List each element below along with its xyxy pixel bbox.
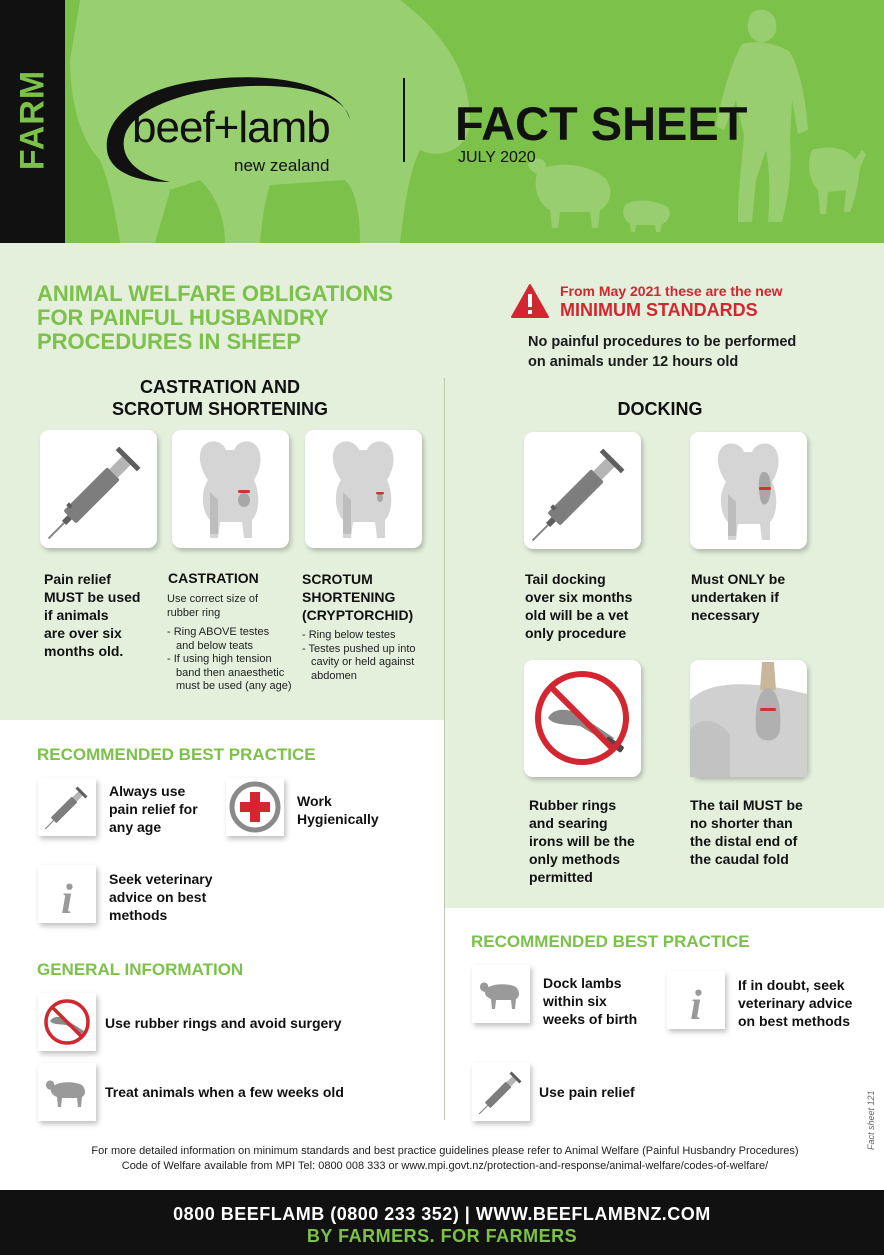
header-divider xyxy=(403,78,405,162)
text-line: - Testes pushed up into xyxy=(302,642,416,655)
farm-tab xyxy=(0,0,65,243)
text-line: For more detailed information on minimum standards and best practice guidelines please refer to Animal Welfare (Painful Husbandry Procedures) xyxy=(91,1145,799,1157)
main-heading-line: ANIMAL WELFARE OBLIGATIONS xyxy=(37,281,394,306)
left-best-practice-heading: RECOMMENDED BEST PRACTICE xyxy=(37,745,316,764)
syringe-icon xyxy=(524,432,641,549)
text-line: Tail docking xyxy=(525,571,606,587)
work-hygienically xyxy=(297,792,379,828)
text-line: within six xyxy=(543,993,607,1009)
text-line: SHORTENING xyxy=(302,589,396,605)
text-line: any age xyxy=(109,819,162,835)
general-information-heading: GENERAL INFORMATION xyxy=(37,960,244,979)
text-line: weeks of birth xyxy=(543,1011,638,1027)
docking-lamb-card xyxy=(690,432,807,549)
alert-minimum-standards: MINIMUM STANDARDS xyxy=(560,300,758,320)
use-pain-relief: Use pain relief xyxy=(539,1084,635,1100)
castration-lamb-card xyxy=(172,430,289,548)
text-line: Code of Welfare available from MPI Tel: 0800 008 333 or www.mpi.govt.nz/protection-and-response/animal-welfare/codes-of-welfare/ xyxy=(121,1160,769,1172)
docking-syringe-card xyxy=(524,432,641,549)
text-line: Work xyxy=(297,793,332,809)
docking-section-title: DOCKING xyxy=(617,399,703,419)
section-title-line: CASTRATION AND xyxy=(140,377,300,397)
alert-intro: From May 2021 these are the new xyxy=(560,283,783,299)
text-line: - Ring ABOVE testes xyxy=(167,626,270,638)
text-line: only methods xyxy=(529,851,621,867)
text-line: pain relief for xyxy=(109,801,198,817)
text-line: must be used (any age) xyxy=(176,680,292,692)
text-line: - If using high tension xyxy=(167,653,272,665)
no-knife-icon xyxy=(38,993,96,1051)
no-knife-icon xyxy=(524,660,641,777)
text-line: permitted xyxy=(529,869,593,885)
castration-section-title xyxy=(60,376,380,420)
svg-text:i: i xyxy=(61,877,73,923)
header-banner xyxy=(0,0,884,243)
lamb-tail-icon xyxy=(690,432,807,549)
text-line: the distal end of xyxy=(690,833,798,849)
logo-subtitle: new zealand xyxy=(234,156,330,175)
logo-wordmark: beef+lamb xyxy=(132,103,330,152)
syringe-icon xyxy=(40,430,157,548)
text-line: the caudal fold xyxy=(690,851,789,867)
text-line: cavity or held against xyxy=(311,656,415,668)
text-line: irons will be the xyxy=(529,833,635,849)
text-line: Use correct size of xyxy=(167,593,259,605)
treat-animals-when-young: Treat animals when a few weeks old xyxy=(105,1084,344,1100)
no-pain-line: No painful procedures to be performed xyxy=(528,334,797,350)
page-date: JULY 2020 xyxy=(458,149,536,166)
column-divider xyxy=(444,378,445,1120)
slogan: BY FARMERS. FOR FARMERS xyxy=(306,1226,578,1246)
syringe-card xyxy=(40,430,157,548)
scrotum-shortening-details xyxy=(302,629,416,683)
treat-animals-tile xyxy=(38,1063,96,1121)
rubber-rings-searing-permitted xyxy=(529,796,635,886)
info-icon xyxy=(38,865,96,923)
text-line: Rubber rings xyxy=(529,797,617,813)
beef-lamb-logo[interactable] xyxy=(100,70,360,190)
right-best-practice-heading: RECOMMENDED BEST PRACTICE xyxy=(471,932,750,951)
seek-veterinary-advice xyxy=(109,870,213,924)
text-line: and below teats xyxy=(176,639,254,652)
contact-bar xyxy=(0,1190,884,1255)
dock-lambs-within-six-weeks xyxy=(543,974,637,1028)
text-line: abdomen xyxy=(311,669,357,682)
text-line: rubber ring xyxy=(167,606,221,619)
pain-relief-tile xyxy=(38,778,96,836)
scrotum-lamb-card xyxy=(305,430,422,548)
text-line: and searing xyxy=(529,815,608,831)
text-line: old will be a vet xyxy=(525,607,629,623)
lamb-rear-icon xyxy=(172,430,289,548)
lamb-rear-icon xyxy=(305,430,422,548)
castration-details xyxy=(167,593,292,694)
if-in-doubt-seek-advice xyxy=(738,976,852,1030)
main-heading-line: FOR PAINFUL HUSBANDRY xyxy=(37,305,329,330)
text-line: Hygienically xyxy=(297,811,379,827)
section-title-line: SCROTUM SHORTENING xyxy=(112,399,328,419)
hygiene-tile xyxy=(226,778,284,836)
docking-only-if-necessary xyxy=(691,570,785,624)
page-title: FACT SHEET xyxy=(455,97,748,150)
tail-length-rule xyxy=(690,796,803,868)
veterinary-advice-tile xyxy=(38,865,96,923)
text-line: veterinary advice xyxy=(738,995,853,1011)
text-line: over six months xyxy=(525,589,633,605)
text-line: are over six xyxy=(44,625,122,641)
text-line: - Ring below testes xyxy=(302,629,396,641)
no-pain-line: on animals under 12 hours old xyxy=(528,354,739,370)
lamb-icon xyxy=(38,1063,96,1121)
text-line: Must ONLY be xyxy=(691,571,786,587)
text-line: MUST be used xyxy=(44,589,141,605)
use-rubber-rings: Use rubber rings and avoid surgery xyxy=(105,1015,342,1031)
scrotum-shortening-title xyxy=(302,570,413,624)
lamb-icon xyxy=(472,965,530,1023)
text-line: necessary xyxy=(691,607,760,623)
text-line: (CRYPTORCHID) xyxy=(302,607,414,623)
text-line: The tail MUST be xyxy=(690,797,803,813)
text-line: Dock lambs xyxy=(543,975,622,991)
use-pain-relief-tile xyxy=(472,1063,530,1121)
text-line: methods xyxy=(109,907,168,923)
pain-relief-over-six-months xyxy=(44,570,140,660)
text-line: months old. xyxy=(44,643,124,659)
text-line: SCROTUM xyxy=(302,571,373,587)
text-line: if animals xyxy=(44,607,109,623)
fact-sheet-number: Fact sheet 121 xyxy=(866,1090,876,1150)
tail-ring-card xyxy=(690,660,807,777)
text-line: only procedure xyxy=(525,625,627,641)
info-icon xyxy=(667,971,725,1029)
text-line: undertaken if xyxy=(691,589,779,605)
text-line: Seek veterinary xyxy=(109,871,213,887)
syringe-icon xyxy=(472,1063,530,1121)
main-heading-line: PROCEDURES IN SHEEP xyxy=(37,329,302,354)
dock-lambs-tile xyxy=(472,965,530,1023)
no-pain-statement xyxy=(528,332,828,372)
tail-ring-icon xyxy=(690,660,807,777)
contact-details[interactable]: 0800 BEEFLAMB (0800 233 352) | WWW.BEEFLAMBNZ.COM xyxy=(173,1204,711,1224)
tail-docking-vet-only xyxy=(525,570,632,642)
text-line: no shorter than xyxy=(690,815,793,831)
rubber-rings-tile xyxy=(38,993,96,1051)
text-line: Pain relief xyxy=(44,571,111,587)
doubt-advice-tile xyxy=(667,971,725,1029)
text-line: If in doubt, seek xyxy=(738,977,845,993)
farm-tab-label: FARM xyxy=(13,69,52,171)
no-knife-card xyxy=(524,660,641,777)
always-use-pain-relief xyxy=(109,782,198,836)
alert-triangle-icon xyxy=(510,283,550,319)
text-line: Always use xyxy=(109,783,186,799)
text-line: advice on best xyxy=(109,889,207,905)
main-heading xyxy=(37,282,467,354)
svg-text:i: i xyxy=(690,983,702,1029)
first-aid-icon xyxy=(226,778,284,836)
castration-title: CASTRATION xyxy=(168,570,259,586)
text-line: on best methods xyxy=(738,1013,851,1029)
reference-note xyxy=(40,1144,850,1174)
syringe-icon xyxy=(38,778,96,836)
text-line: band then anaesthetic xyxy=(176,666,285,679)
